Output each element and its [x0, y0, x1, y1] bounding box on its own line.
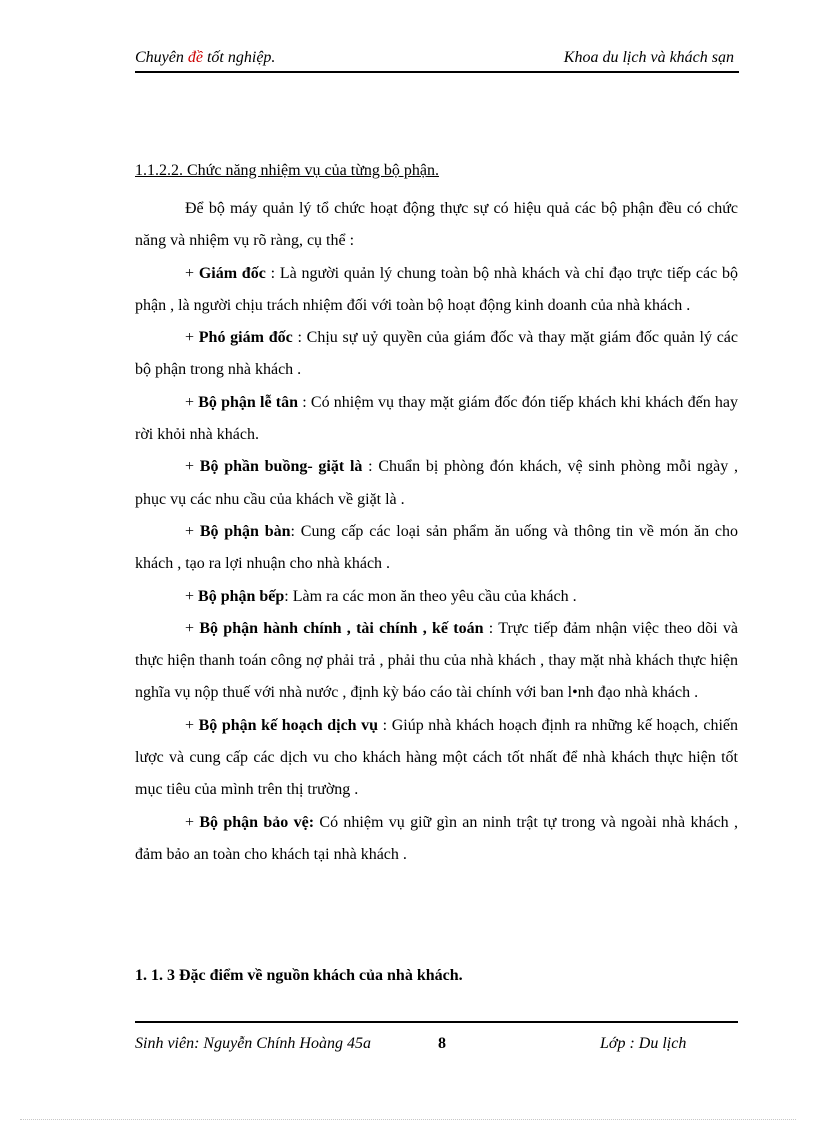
department-item: [135, 451, 738, 516]
department-name: Bộ phận kế hoạch dịch vụ: [198, 716, 379, 734]
separator: :: [292, 329, 307, 347]
department-item: [135, 258, 738, 323]
footer-rule: [135, 1021, 738, 1023]
bullet-plus: +: [185, 813, 200, 831]
department-list: [135, 258, 738, 872]
department-item: [135, 322, 738, 387]
department-duty: Chuẩn bị phòng đón khách, vệ sinh phòng mỗi ngày , phục vụ các nhu cầu của khách về giặt là .: [135, 458, 739, 508]
department-duty: Trực tiếp đảm nhận việc theo dõi và thực hiện thanh toán công nợ phải trả , phải thu của nhà khách , thay mặt nhà khách thực hiện nghĩa vụ nộp thuế với nhà nước , định kỳ báo cáo tài chính với ban l•nh đạo nhà khách .: [135, 619, 739, 702]
separator: :: [298, 393, 311, 411]
bullet-plus: +: [185, 329, 199, 347]
footer-student: Sinh viên: Nguyễn Chính Hoàng 45a: [135, 1035, 371, 1052]
department-duty: Có nhiệm vụ thay mặt giám đốc đón tiếp khách khi khách đến hay rời khỏi nhà khách.: [135, 393, 739, 444]
header-thesis-title: [135, 49, 275, 67]
bullet-plus: +: [185, 587, 199, 605]
header-title-post: tốt nghiệp.: [202, 49, 276, 66]
department-name: Bộ phận lễ tân: [198, 393, 299, 411]
page-bottom-dotted-edge: [20, 1119, 796, 1120]
bullet-plus: +: [185, 716, 199, 734]
department-name: Giám đốc: [198, 264, 266, 282]
department-name: Bộ phận bếp: [198, 587, 285, 605]
header-title-pre: Chuyên: [135, 49, 188, 66]
separator: :: [378, 716, 392, 734]
bullet-plus: +: [185, 619, 200, 637]
department-name: Phó giám đốc: [198, 329, 293, 347]
department-item: [135, 581, 738, 613]
department-name: Bộ phần buồng- giặt là: [199, 458, 363, 476]
department-duty: Giúp nhà khách hoạch định ra những kế hoạch, chiến lược và cung cấp các dịch vu cho khách hàng một cách tốt nhất để nhà khách thực hiện tốt mục tiêu của mình trên thị trường .: [135, 716, 738, 799]
bullet-plus: +: [185, 264, 199, 282]
intro-paragraph: Để bộ máy quản lý tổ chức hoạt động thực sự có hiệu quả các bộ phận đều có chức năng và nhiệm vụ rõ ràng, cụ thể :: [135, 200, 738, 250]
department-duty: Cung cấp các loại sản phẩm ăn uống và thông tin về món ăn cho khách , tạo ra lợi nhuận cho nhà khách .: [135, 522, 739, 573]
separator: :: [265, 264, 280, 282]
subsection-heading: 1.1.2.2. Chức năng nhiệm vụ của từng bộ phận.: [135, 162, 439, 179]
header-rule: [135, 71, 739, 73]
separator: :: [362, 458, 379, 476]
department-duty: Có nhiệm vụ giữ gìn an ninh trật tự trong và ngoài nhà khách , đảm bảo an toàn cho khách tại nhà khách .: [135, 813, 739, 863]
department-item: [135, 516, 738, 581]
department-item: [135, 613, 738, 710]
header-title-red-word: đề: [187, 49, 203, 66]
bullet-plus: +: [185, 522, 200, 540]
department-duty: Chịu sự uỷ quyền của giám đốc và thay mặt giám đốc quản lý các bộ phận trong nhà khách .: [135, 329, 739, 379]
document-body: [135, 160, 738, 871]
separator: :: [284, 587, 293, 605]
department-name: Bộ phận bảo vệ:: [199, 813, 315, 831]
department-item: [135, 387, 738, 452]
footer-class: Lớp : Du lịch: [600, 1035, 687, 1052]
department-duty: Làm ra các mon ăn theo yêu cầu của khách .: [292, 587, 577, 605]
separator: :: [290, 522, 301, 540]
department-name: Bộ phận bàn: [199, 522, 291, 540]
separator: :: [483, 619, 499, 637]
header-faculty: Khoa du lịch và khách sạn: [563, 49, 734, 66]
section-heading: 1. 1. 3 Đặc điểm về nguồn khách của nhà khách.: [135, 967, 463, 984]
page-number: 8: [438, 1035, 446, 1052]
department-item: [135, 710, 738, 807]
department-name: Bộ phận hành chính , tài chính , kế toán: [199, 619, 484, 637]
department-item: [135, 807, 738, 872]
bullet-plus: +: [185, 458, 200, 476]
bullet-plus: +: [185, 393, 199, 411]
department-duty: Là người quản lý chung toàn bộ nhà khách và chỉ đạo trực tiếp các bộ phận , là người chịu trách nhiệm đối với toàn bộ hoạt động kinh doanh của nhà khách .: [135, 264, 739, 314]
page-header: [135, 49, 738, 71]
